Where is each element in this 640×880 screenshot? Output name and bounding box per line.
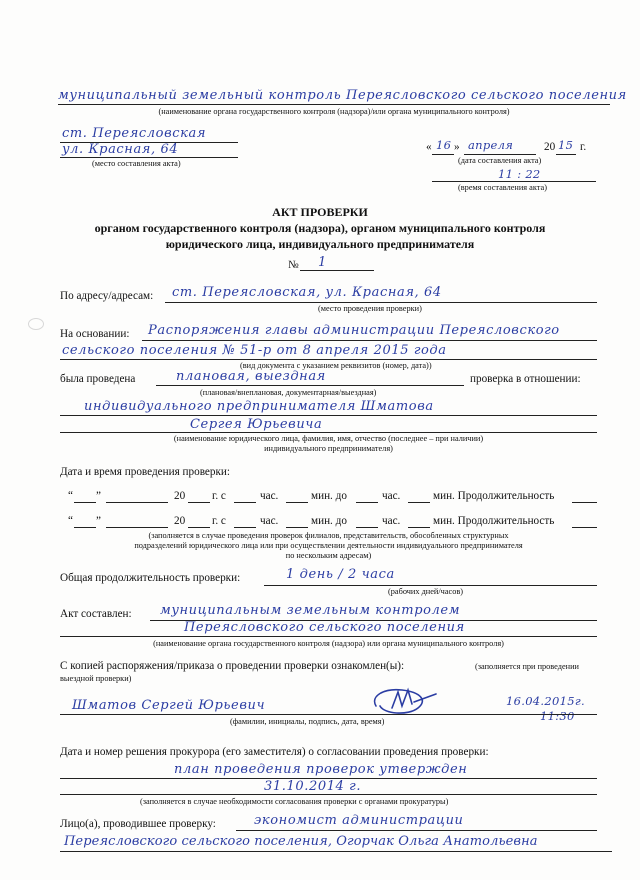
compiled-value-line2: Переясловского сельского поселения <box>184 620 465 635</box>
row2-year-prefix: 20 <box>174 515 186 527</box>
row2-day-rule <box>74 527 96 528</box>
basis-rule2 <box>60 359 597 360</box>
row1-hour-rule <box>234 502 256 503</box>
row2-minutes: мин. Продолжительность <box>433 515 555 527</box>
organ-caption: (наименование органа государственного контроля (надзора)/или органа муниципального контроля) <box>158 107 510 116</box>
acquainted-name: Шматов Сергей Юрьевич <box>72 698 266 713</box>
duration-label: Общая продолжительность проверки: <box>60 572 241 584</box>
row1-quote-close: ” <box>96 490 101 502</box>
conducted-suffix: проверка в отношении: <box>470 373 581 385</box>
number-value: 1 <box>318 255 327 270</box>
date-year-suffix: 15 <box>558 138 574 152</box>
row2-month-rule <box>106 527 168 528</box>
row2-hours2: час. <box>382 515 401 527</box>
time-caption: (время составления акта) <box>458 183 547 192</box>
row2-min-rule <box>286 527 308 528</box>
subject-rule2 <box>60 432 597 433</box>
conducted-rule <box>156 385 464 386</box>
datetime-label: Дата и время проведения проверки: <box>60 466 231 478</box>
inspector-label: Лицо(а), проводившее проверку: <box>60 818 216 830</box>
conducted-label: была проведена <box>60 373 136 385</box>
date-day: 16 <box>436 138 452 152</box>
row2-hour-rule <box>234 527 256 528</box>
address-rule <box>165 302 597 303</box>
subject-caption2: индивидуального предпринимателя) <box>264 444 393 453</box>
acquainted-note1: (заполняется при проведении <box>475 662 579 671</box>
number-label: № <box>288 259 299 271</box>
time-rule <box>432 181 596 182</box>
row2-quote-close: ” <box>96 515 101 527</box>
duration-value: 1 день / 2 часа <box>286 567 395 582</box>
prosecutor-caption: (заполняется в случае необходимости согласования проверки с органами прокуратуры) <box>140 797 449 806</box>
prosecutor-value-line2: 31.10.2014 г. <box>264 779 362 794</box>
acquainted-note2: выездной проверки) <box>60 674 132 683</box>
acquainted-rule <box>60 714 597 715</box>
row2-from: г. с <box>212 515 226 527</box>
compiled-value-line1: муниципальным земельным контролем <box>160 603 461 618</box>
conducted-caption: (плановая/внеплановая, документарная/выездная) <box>200 388 377 397</box>
row1-hours2: час. <box>382 490 401 502</box>
date-year-unit: г. <box>580 141 587 153</box>
basis-value-line2: сельского поселения № 51-р от 8 апреля 2015 года <box>62 343 447 358</box>
row2-hour2-rule <box>356 527 378 528</box>
row1-min2-rule <box>408 502 430 503</box>
act-title: АКТ ПРОВЕРКИ <box>272 205 368 219</box>
compiled-rule2 <box>60 636 597 637</box>
basis-label: На основании: <box>60 328 130 340</box>
row1-year-rule <box>188 502 210 503</box>
place-line1: ст. Переясловская <box>62 126 207 141</box>
subject-rule1 <box>60 415 597 416</box>
row1-hour2-rule <box>356 502 378 503</box>
acquainted-caption: (фамилии, инициалы, подпись, дата, время) <box>230 717 385 726</box>
address-label: По адресу/адресам: <box>60 290 154 302</box>
prosecutor-label: Дата и номер решения прокурора (его заместителя) о согласовании проведения проверки: <box>60 746 489 758</box>
subject-line2: Сергея Юрьевича <box>190 417 323 432</box>
row1-from: г. с <box>212 490 226 502</box>
subject-line1: индивидуального предпринимателя Шматова <box>84 399 434 414</box>
acquainted-label: С копией распоряжения/приказа о проведении проверки ознакомлен(ы): <box>60 660 405 672</box>
basis-caption: (вид документа с указанием реквизитов (номер, дата)) <box>240 361 432 370</box>
act-subtitle-2: юридического лица, индивидуального предпринимателя <box>165 237 475 251</box>
number-rule <box>300 270 374 271</box>
compiled-caption: (наименование органа государственного контроля (надзора) или органа муниципального контроля) <box>153 639 504 648</box>
inspector-rule1 <box>236 830 597 831</box>
row1-month-rule <box>106 502 168 503</box>
row2-min-to: мин. до <box>311 515 347 527</box>
prosecutor-value-line1: план проведения проверок утвержден <box>174 762 468 777</box>
subject-caption1: (наименование юридического лица, фамилия, имя, отчество (последнее – при наличии) <box>173 434 484 443</box>
datetime-caption2: подразделений юридического лица или при осуществлении деятельности индивидуального предпринимателя <box>134 541 523 550</box>
row1-quote-open: “ <box>68 490 73 502</box>
acquainted-time: 11:30 <box>540 709 575 723</box>
date-day-rule <box>432 154 454 155</box>
date-month: апреля <box>468 138 514 152</box>
act-subtitle-1: органом государственного контроля (надзора), органом муниципального контроля <box>94 221 546 235</box>
prosecutor-rule2 <box>60 794 597 795</box>
place-caption: (место составления акта) <box>92 159 181 168</box>
row2-duration-rule <box>572 527 597 528</box>
row2-min2-rule <box>408 527 430 528</box>
row2-quote-open: “ <box>68 515 73 527</box>
row1-min-to: мин. до <box>311 490 347 502</box>
date-month-rule <box>464 154 536 155</box>
date-year-prefix: 20 <box>544 141 556 153</box>
date-close-quote: » <box>454 141 460 153</box>
time-value: 11 : 22 <box>498 167 541 181</box>
punch-hole-mark <box>28 318 44 330</box>
place-line2: ул. Красная, 64 <box>62 142 179 157</box>
basis-rule1 <box>142 340 597 341</box>
row1-duration-rule <box>572 502 597 503</box>
datetime-caption3: по нескольким адресам) <box>285 551 372 560</box>
row1-day-rule <box>74 502 96 503</box>
inspector-value-line2: Переясловского сельского поселения, Огорчак Ольга Анатольевна <box>64 834 538 849</box>
date-caption: (дата составления акта) <box>458 156 542 165</box>
date-year-rule <box>556 154 576 155</box>
organ-handwritten: муниципальный земельный контроль Переясловского сельского поселения <box>58 88 627 103</box>
row2-year-rule <box>188 527 210 528</box>
place-line2-rule <box>60 157 238 158</box>
date-open-quote: « <box>426 141 432 153</box>
row1-hours: час. <box>260 490 279 502</box>
inspector-value-line1: экономист администрации <box>254 813 464 828</box>
basis-value-line1: Распоряжения главы администрации Переясловского <box>148 323 560 338</box>
conducted-value: плановая, выездная <box>176 369 326 384</box>
row1-min-rule <box>286 502 308 503</box>
row1-minutes: мин. Продолжительность <box>433 490 555 502</box>
row2-hours: час. <box>260 515 279 527</box>
duration-caption: (рабочих дней/часов) <box>388 587 464 596</box>
compiled-label: Акт составлен: <box>60 608 132 620</box>
acquainted-date: 16.04.2015г. <box>506 694 585 708</box>
datetime-caption1: (заполняется в случае проведения проверок филиалов, представительств, обособленных структурных <box>148 531 509 540</box>
address-value: ст. Переясловская, ул. Красная, 64 <box>172 285 442 300</box>
inspector-rule2 <box>60 851 612 852</box>
organ-line <box>58 104 610 105</box>
address-caption: (место проведения проверки) <box>318 304 422 313</box>
duration-rule <box>264 585 597 586</box>
row1-year-prefix: 20 <box>174 490 186 502</box>
